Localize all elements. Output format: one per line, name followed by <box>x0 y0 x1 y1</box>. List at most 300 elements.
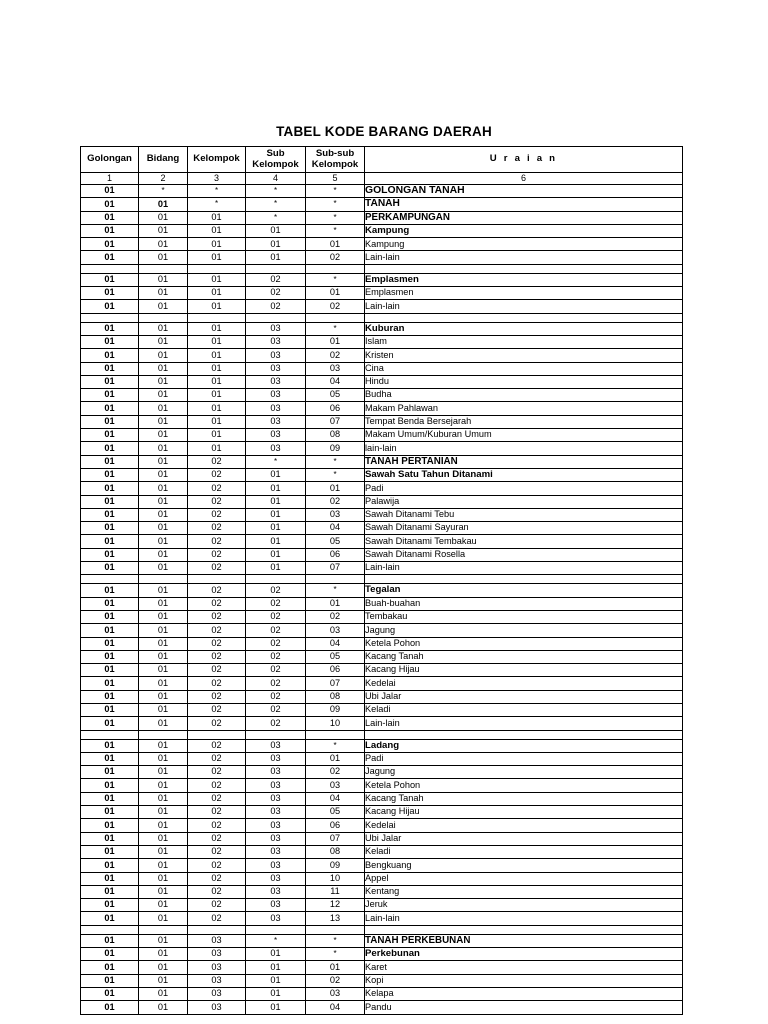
cell-sub-sub-kelompok: 06 <box>306 548 365 561</box>
cell-kelompok: 02 <box>188 584 246 597</box>
cell-uraian: Kristen <box>365 349 683 362</box>
cell-kelompok: 02 <box>188 899 246 912</box>
cell-golongan: 01 <box>81 455 139 468</box>
cell-golongan: 01 <box>81 535 139 548</box>
cell-uraian: Ketela Pohon <box>365 637 683 650</box>
spacer-cell <box>306 730 365 739</box>
cell-bidang: 01 <box>139 287 188 300</box>
cell-bidang: 01 <box>139 389 188 402</box>
spacer-cell <box>188 575 246 584</box>
cell-sub-kelompok: 01 <box>246 535 306 548</box>
table-row <box>81 238 683 251</box>
spacer-cell <box>188 925 246 934</box>
cell-golongan: 01 <box>81 690 139 703</box>
cell-kelompok: 03 <box>188 1001 246 1014</box>
cell-sub-sub-kelompok: 03 <box>306 779 365 792</box>
spacer-cell <box>365 730 683 739</box>
cell-bidang: 01 <box>139 819 188 832</box>
cell-bidang: 01 <box>139 375 188 388</box>
cell-golongan: 01 <box>81 495 139 508</box>
cell-kelompok: 01 <box>188 442 246 455</box>
cell-bidang: 01 <box>139 885 188 898</box>
cell-uraian: Lain-lain <box>365 300 683 313</box>
table-row <box>81 832 683 845</box>
table-row <box>81 375 683 388</box>
cell-golongan: 01 <box>81 597 139 610</box>
cell-kelompok: 02 <box>188 885 246 898</box>
cell-sub-sub-kelompok-star: * <box>306 468 365 481</box>
table-row <box>81 610 683 623</box>
cell-sub-sub-kelompok: 12 <box>306 899 365 912</box>
cell-bidang: 01 <box>139 482 188 495</box>
cell-kelompok: 02 <box>188 637 246 650</box>
cell-bidang: 01 <box>139 349 188 362</box>
table-row <box>81 912 683 925</box>
column-header-sub-sub-kelompok <box>306 147 365 173</box>
cell-sub-sub-kelompok: 07 <box>306 562 365 575</box>
table-row <box>81 562 683 575</box>
cell-uraian: Lain-lain <box>365 251 683 264</box>
cell-kelompok: 02 <box>188 792 246 805</box>
cell-uraian: Padi <box>365 482 683 495</box>
cell-sub-sub-kelompok: 03 <box>306 987 365 1000</box>
cell-sub-sub-kelompok: 06 <box>306 664 365 677</box>
cell-uraian: Karet <box>365 961 683 974</box>
cell-bidang: 01 <box>139 872 188 885</box>
cell-uraian: Tegalan <box>365 584 683 597</box>
cell-kelompok: 02 <box>188 522 246 535</box>
table-spacer-row <box>81 925 683 934</box>
cell-bidang: 01 <box>139 779 188 792</box>
header-row-numbers <box>81 173 683 185</box>
cell-golongan: 01 <box>81 322 139 335</box>
cell-bidang: 01 <box>139 859 188 872</box>
cell-golongan: 01 <box>81 739 139 752</box>
cell-sub-kelompok-star: * <box>246 185 306 198</box>
cell-uraian: Kampung <box>365 224 683 237</box>
cell-sub-sub-kelompok-star: * <box>306 455 365 468</box>
cell-sub-kelompok: 03 <box>246 859 306 872</box>
cell-bidang: 01 <box>139 548 188 561</box>
cell-golongan: 01 <box>81 415 139 428</box>
cell-sub-sub-kelompok-star: * <box>306 322 365 335</box>
table-row <box>81 650 683 663</box>
cell-sub-sub-kelompok: 04 <box>306 375 365 388</box>
cell-uraian: Kedelai <box>365 677 683 690</box>
table-row <box>81 584 683 597</box>
column-number-2: 2 <box>139 173 188 185</box>
cell-golongan: 01 <box>81 300 139 313</box>
cell-sub-kelompok-star: * <box>246 455 306 468</box>
table-row <box>81 495 683 508</box>
cell-sub-sub-kelompok-star: * <box>306 224 365 237</box>
cell-bidang: 01 <box>139 300 188 313</box>
cell-bidang: 01 <box>139 610 188 623</box>
cell-bidang: 01 <box>139 562 188 575</box>
cell-golongan: 01 <box>81 522 139 535</box>
spacer-cell <box>246 575 306 584</box>
cell-uraian: Kuburan <box>365 322 683 335</box>
cell-sub-sub-kelompok: 08 <box>306 845 365 858</box>
cell-sub-kelompok: 03 <box>246 912 306 925</box>
cell-kelompok: 02 <box>188 624 246 637</box>
cell-sub-kelompok: 03 <box>246 872 306 885</box>
cell-kelompok: 01 <box>188 389 246 402</box>
cell-uraian: Kacang Tanah <box>365 792 683 805</box>
cell-bidang: 01 <box>139 664 188 677</box>
cell-kelompok: 02 <box>188 455 246 468</box>
cell-sub-kelompok-star: * <box>246 211 306 224</box>
cell-uraian: Kedelai <box>365 819 683 832</box>
table-row <box>81 934 683 947</box>
cell-golongan: 01 <box>81 1001 139 1014</box>
cell-sub-kelompok: 03 <box>246 322 306 335</box>
cell-uraian: Kelapa <box>365 987 683 1000</box>
spacer-cell <box>139 264 188 273</box>
cell-golongan: 01 <box>81 934 139 947</box>
spacer-cell <box>246 730 306 739</box>
cell-uraian: Buah-buahan <box>365 597 683 610</box>
cell-sub-sub-kelompok-star: * <box>306 211 365 224</box>
table-spacer-row <box>81 313 683 322</box>
cell-uraian: Ubi Jalar <box>365 832 683 845</box>
cell-golongan: 01 <box>81 752 139 765</box>
cell-golongan: 01 <box>81 806 139 819</box>
cell-kelompok: 02 <box>188 548 246 561</box>
cell-sub-kelompok: 01 <box>246 224 306 237</box>
table-row <box>81 508 683 521</box>
table-row <box>81 806 683 819</box>
cell-golongan: 01 <box>81 562 139 575</box>
cell-bidang: 01 <box>139 703 188 716</box>
cell-kelompok: 02 <box>188 677 246 690</box>
cell-sub-sub-kelompok: 08 <box>306 429 365 442</box>
table-row <box>81 739 683 752</box>
cell-bidang: 01 <box>139 508 188 521</box>
table-row <box>81 792 683 805</box>
cell-golongan: 01 <box>81 912 139 925</box>
cell-sub-kelompok-star: * <box>246 198 306 211</box>
cell-golongan: 01 <box>81 717 139 730</box>
cell-golongan: 01 <box>81 872 139 885</box>
cell-kelompok: 02 <box>188 482 246 495</box>
table-body <box>81 185 683 1015</box>
cell-kelompok: 01 <box>188 300 246 313</box>
cell-uraian: Ketela Pohon <box>365 779 683 792</box>
cell-sub-kelompok: 02 <box>246 637 306 650</box>
column-number-4: 4 <box>246 173 306 185</box>
cell-sub-kelompok: 03 <box>246 792 306 805</box>
cell-sub-sub-kelompok: 02 <box>306 610 365 623</box>
cell-golongan: 01 <box>81 349 139 362</box>
cell-kelompok: 03 <box>188 987 246 1000</box>
cell-uraian: Makam Pahlawan <box>365 402 683 415</box>
cell-golongan: 01 <box>81 238 139 251</box>
cell-sub-sub-kelompok: 01 <box>306 961 365 974</box>
cell-kelompok: 02 <box>188 717 246 730</box>
spacer-cell <box>365 313 683 322</box>
cell-kelompok: 02 <box>188 766 246 779</box>
cell-bidang: 01 <box>139 637 188 650</box>
table-row <box>81 335 683 348</box>
cell-sub-kelompok: 02 <box>246 677 306 690</box>
cell-uraian: Sawah Ditanami Sayuran <box>365 522 683 535</box>
cell-uraian: Sawah Ditanami Tebu <box>365 508 683 521</box>
cell-sub-sub-kelompok: 01 <box>306 482 365 495</box>
cell-bidang: 01 <box>139 752 188 765</box>
cell-uraian: TANAH PERTANIAN <box>365 455 683 468</box>
spacer-cell <box>139 730 188 739</box>
cell-uraian: TANAH PERKEBUNAN <box>365 934 683 947</box>
cell-sub-sub-kelompok: 01 <box>306 287 365 300</box>
cell-uraian: PERKAMPUNGAN <box>365 211 683 224</box>
cell-uraian: Lain-lain <box>365 912 683 925</box>
cell-bidang: 01 <box>139 987 188 1000</box>
cell-sub-kelompok: 03 <box>246 885 306 898</box>
cell-golongan: 01 <box>81 987 139 1000</box>
cell-sub-kelompok: 03 <box>246 766 306 779</box>
cell-bidang: 01 <box>139 535 188 548</box>
cell-kelompok: 02 <box>188 912 246 925</box>
cell-sub-kelompok: 02 <box>246 597 306 610</box>
cell-golongan: 01 <box>81 198 139 211</box>
cell-kelompok: 01 <box>188 349 246 362</box>
cell-sub-kelompok: 02 <box>246 717 306 730</box>
cell-uraian: Jeruk <box>365 899 683 912</box>
cell-kelompok: 03 <box>188 961 246 974</box>
cell-golongan: 01 <box>81 375 139 388</box>
table-row <box>81 690 683 703</box>
table-row <box>81 703 683 716</box>
cell-kelompok-star: * <box>188 198 246 211</box>
cell-bidang: 01 <box>139 402 188 415</box>
cell-sub-sub-kelompok: 05 <box>306 535 365 548</box>
spacer-cell <box>306 313 365 322</box>
column-number-5: 5 <box>306 173 365 185</box>
cell-sub-kelompok: 03 <box>246 779 306 792</box>
cell-golongan: 01 <box>81 792 139 805</box>
cell-sub-sub-kelompok: 04 <box>306 637 365 650</box>
table-row <box>81 429 683 442</box>
cell-sub-kelompok: 02 <box>246 584 306 597</box>
cell-sub-kelompok: 01 <box>246 238 306 251</box>
cell-uraian: Padi <box>365 752 683 765</box>
cell-sub-sub-kelompok: 06 <box>306 819 365 832</box>
column-header-sub-sub-kelompok-line1: Sub-sub <box>315 148 355 160</box>
cell-bidang: 01 <box>139 322 188 335</box>
cell-uraian: Jagung <box>365 624 683 637</box>
table-row <box>81 251 683 264</box>
cell-golongan: 01 <box>81 677 139 690</box>
cell-bidang: 01 <box>139 792 188 805</box>
cell-golongan: 01 <box>81 650 139 663</box>
cell-golongan: 01 <box>81 185 139 198</box>
cell-sub-kelompok: 02 <box>246 703 306 716</box>
cell-sub-kelompok: 03 <box>246 442 306 455</box>
table-row <box>81 322 683 335</box>
table-header <box>81 147 683 185</box>
table-row <box>81 300 683 313</box>
cell-sub-sub-kelompok-star: * <box>306 198 365 211</box>
cell-sub-kelompok: 03 <box>246 819 306 832</box>
table-row <box>81 845 683 858</box>
cell-uraian: Kentang <box>365 885 683 898</box>
cell-bidang: 01 <box>139 238 188 251</box>
cell-sub-kelompok: 01 <box>246 1001 306 1014</box>
table-row <box>81 273 683 286</box>
cell-sub-kelompok: 01 <box>246 987 306 1000</box>
cell-kelompok: 02 <box>188 690 246 703</box>
cell-sub-sub-kelompok: 05 <box>306 389 365 402</box>
cell-bidang: 01 <box>139 766 188 779</box>
cell-bidang-star: * <box>139 185 188 198</box>
spacer-cell <box>188 264 246 273</box>
cell-sub-kelompok: 01 <box>246 548 306 561</box>
kode-barang-table-container <box>80 146 682 1015</box>
cell-bidang: 01 <box>139 273 188 286</box>
cell-sub-kelompok: 01 <box>246 948 306 961</box>
cell-sub-kelompok: 03 <box>246 739 306 752</box>
cell-sub-sub-kelompok: 02 <box>306 974 365 987</box>
cell-golongan: 01 <box>81 442 139 455</box>
cell-kelompok: 01 <box>188 335 246 348</box>
spacer-cell <box>246 264 306 273</box>
cell-sub-sub-kelompok: 07 <box>306 415 365 428</box>
cell-golongan: 01 <box>81 664 139 677</box>
cell-sub-kelompok: 03 <box>246 752 306 765</box>
cell-bidang: 01 <box>139 832 188 845</box>
cell-bidang: 01 <box>139 845 188 858</box>
cell-uraian: GOLONGAN TANAH <box>365 185 683 198</box>
cell-golongan: 01 <box>81 819 139 832</box>
cell-uraian: Emplasmen <box>365 273 683 286</box>
cell-uraian: Tempat Benda Bersejarah <box>365 415 683 428</box>
table-row <box>81 717 683 730</box>
cell-golongan: 01 <box>81 482 139 495</box>
cell-bidang: 01 <box>139 934 188 947</box>
cell-golongan: 01 <box>81 362 139 375</box>
cell-uraian: Ladang <box>365 739 683 752</box>
cell-sub-sub-kelompok: 13 <box>306 912 365 925</box>
cell-sub-sub-kelompok: 03 <box>306 624 365 637</box>
table-row <box>81 779 683 792</box>
cell-uraian: Keladi <box>365 703 683 716</box>
cell-uraian: Kampung <box>365 238 683 251</box>
cell-kelompok: 02 <box>188 845 246 858</box>
cell-sub-sub-kelompok: 04 <box>306 792 365 805</box>
table-row <box>81 442 683 455</box>
cell-uraian: Tembakau <box>365 610 683 623</box>
cell-uraian: TANAH <box>365 198 683 211</box>
cell-uraian: Kacang Hijau <box>365 806 683 819</box>
cell-uraian: lain-lain <box>365 442 683 455</box>
cell-uraian: Bengkuang <box>365 859 683 872</box>
cell-kelompok: 02 <box>188 779 246 792</box>
cell-uraian: Palawija <box>365 495 683 508</box>
spacer-cell <box>81 575 139 584</box>
cell-uraian: Keladi <box>365 845 683 858</box>
cell-golongan: 01 <box>81 402 139 415</box>
spacer-cell <box>306 575 365 584</box>
cell-kelompok: 01 <box>188 375 246 388</box>
cell-sub-kelompok: 03 <box>246 362 306 375</box>
spacer-cell <box>81 264 139 273</box>
cell-sub-kelompok: 02 <box>246 690 306 703</box>
table-row <box>81 664 683 677</box>
cell-golongan: 01 <box>81 251 139 264</box>
cell-bidang: 01 <box>139 429 188 442</box>
cell-sub-sub-kelompok: 01 <box>306 335 365 348</box>
column-number-1: 1 <box>81 173 139 185</box>
cell-kelompok: 01 <box>188 273 246 286</box>
cell-uraian: Cina <box>365 362 683 375</box>
cell-golongan: 01 <box>81 832 139 845</box>
spacer-cell <box>306 925 365 934</box>
spacer-cell <box>365 925 683 934</box>
cell-uraian: Jagung <box>365 766 683 779</box>
table-row <box>81 637 683 650</box>
cell-uraian: Perkebunan <box>365 948 683 961</box>
table-spacer-row <box>81 730 683 739</box>
kode-barang-table <box>80 146 683 1015</box>
cell-kelompok: 01 <box>188 362 246 375</box>
cell-sub-sub-kelompok: 02 <box>306 300 365 313</box>
column-header-golongan: Golongan <box>81 147 139 173</box>
cell-kelompok-star: * <box>188 185 246 198</box>
cell-kelompok: 01 <box>188 322 246 335</box>
spacer-cell <box>246 313 306 322</box>
cell-sub-kelompok: 03 <box>246 845 306 858</box>
cell-golongan: 01 <box>81 389 139 402</box>
cell-kelompok: 01 <box>188 238 246 251</box>
cell-sub-sub-kelompok: 01 <box>306 238 365 251</box>
cell-sub-sub-kelompok-star: * <box>306 934 365 947</box>
table-row <box>81 482 683 495</box>
table-row <box>81 859 683 872</box>
cell-sub-kelompok: 01 <box>246 961 306 974</box>
spacer-cell <box>139 925 188 934</box>
cell-bidang: 01 <box>139 899 188 912</box>
cell-sub-sub-kelompok: 02 <box>306 766 365 779</box>
cell-golongan: 01 <box>81 548 139 561</box>
cell-golongan: 01 <box>81 224 139 237</box>
cell-golongan: 01 <box>81 899 139 912</box>
spacer-cell <box>139 313 188 322</box>
cell-sub-sub-kelompok: 10 <box>306 872 365 885</box>
cell-uraian: Appel <box>365 872 683 885</box>
cell-golongan: 01 <box>81 273 139 286</box>
column-header-uraian: U r a i a n <box>365 147 683 173</box>
spacer-cell <box>365 264 683 273</box>
cell-golongan: 01 <box>81 703 139 716</box>
cell-kelompok: 02 <box>188 752 246 765</box>
cell-golongan: 01 <box>81 429 139 442</box>
cell-golongan: 01 <box>81 948 139 961</box>
table-row <box>81 987 683 1000</box>
column-header-sub-sub-kelompok-line2: Kelompok <box>311 158 359 170</box>
cell-bidang: 01 <box>139 415 188 428</box>
cell-sub-kelompok: 03 <box>246 375 306 388</box>
cell-kelompok: 02 <box>188 703 246 716</box>
cell-bidang: 01 <box>139 495 188 508</box>
cell-sub-sub-kelompok: 01 <box>306 597 365 610</box>
cell-kelompok: 03 <box>188 948 246 961</box>
cell-sub-sub-kelompok: 06 <box>306 402 365 415</box>
cell-sub-sub-kelompok: 04 <box>306 522 365 535</box>
cell-uraian: Kopi <box>365 974 683 987</box>
cell-uraian: Kacang Tanah <box>365 650 683 663</box>
spacer-cell <box>139 575 188 584</box>
